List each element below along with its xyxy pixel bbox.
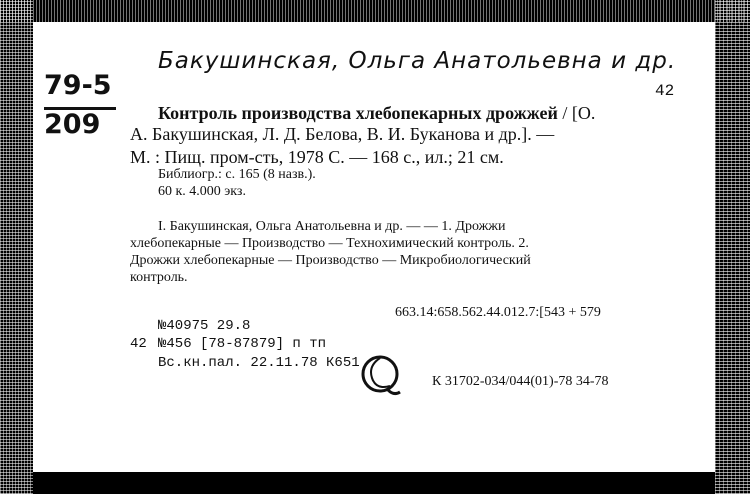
record-number-line-2: №456 [78-87879] п тп bbox=[158, 336, 327, 352]
scan-noise-top bbox=[0, 0, 750, 22]
handwritten-author: Бакушинская, Ольга Анатольевна и др. bbox=[158, 48, 677, 74]
scan-noise-right bbox=[715, 0, 750, 494]
title-line-1 bbox=[158, 103, 595, 124]
bibliography: Библиогр.: с. 165 (8 назв.). bbox=[158, 167, 316, 182]
record-number-line-1: №40975 29.8 bbox=[158, 318, 251, 334]
subject-line-2: хлебопекарные — Производство — Технохимический контроль. 2. bbox=[130, 236, 529, 251]
subject-line-3: Дрожжи хлебопекарные — Производство — Микробиологический bbox=[130, 253, 531, 268]
subject-line-4: контроль. bbox=[130, 270, 188, 285]
record-number-line-3: Вс.кн.пал. 22.11.78 К651 bbox=[158, 355, 360, 371]
shelf-mark-top: 79-5 bbox=[44, 70, 112, 101]
library-stamp-icon bbox=[358, 352, 402, 400]
record-number-prefix: 42 bbox=[130, 336, 147, 352]
title-line-2: А. Бакушинская, Л. Д. Белова, В. И. Буканова и др.]. — bbox=[130, 124, 555, 144]
price-and-print-run: 60 к. 4.000 экз. bbox=[158, 184, 246, 199]
title-line-3: М. : Пищ. пром-сть, 1978 С. — 168 с., ил.; 21 см. bbox=[130, 147, 504, 167]
scan-noise-left bbox=[0, 0, 33, 494]
shelf-mark-bottom: 209 bbox=[44, 109, 101, 140]
book-title: Контроль производства хлебопекарных дрожжей bbox=[158, 103, 558, 123]
udc-code: 663.14:658.562.44.012.7:[543 + 579 bbox=[395, 305, 601, 320]
catalog-code: К 31702-034/044(01)-78 34-78 bbox=[432, 374, 609, 389]
copy-number: 42 bbox=[655, 82, 675, 100]
title-line-1-rest: / [О. bbox=[557, 103, 596, 123]
subject-line-1: I. Бакушинская, Ольга Анатольевна и др. — — 1. Дрожжи bbox=[158, 219, 506, 234]
